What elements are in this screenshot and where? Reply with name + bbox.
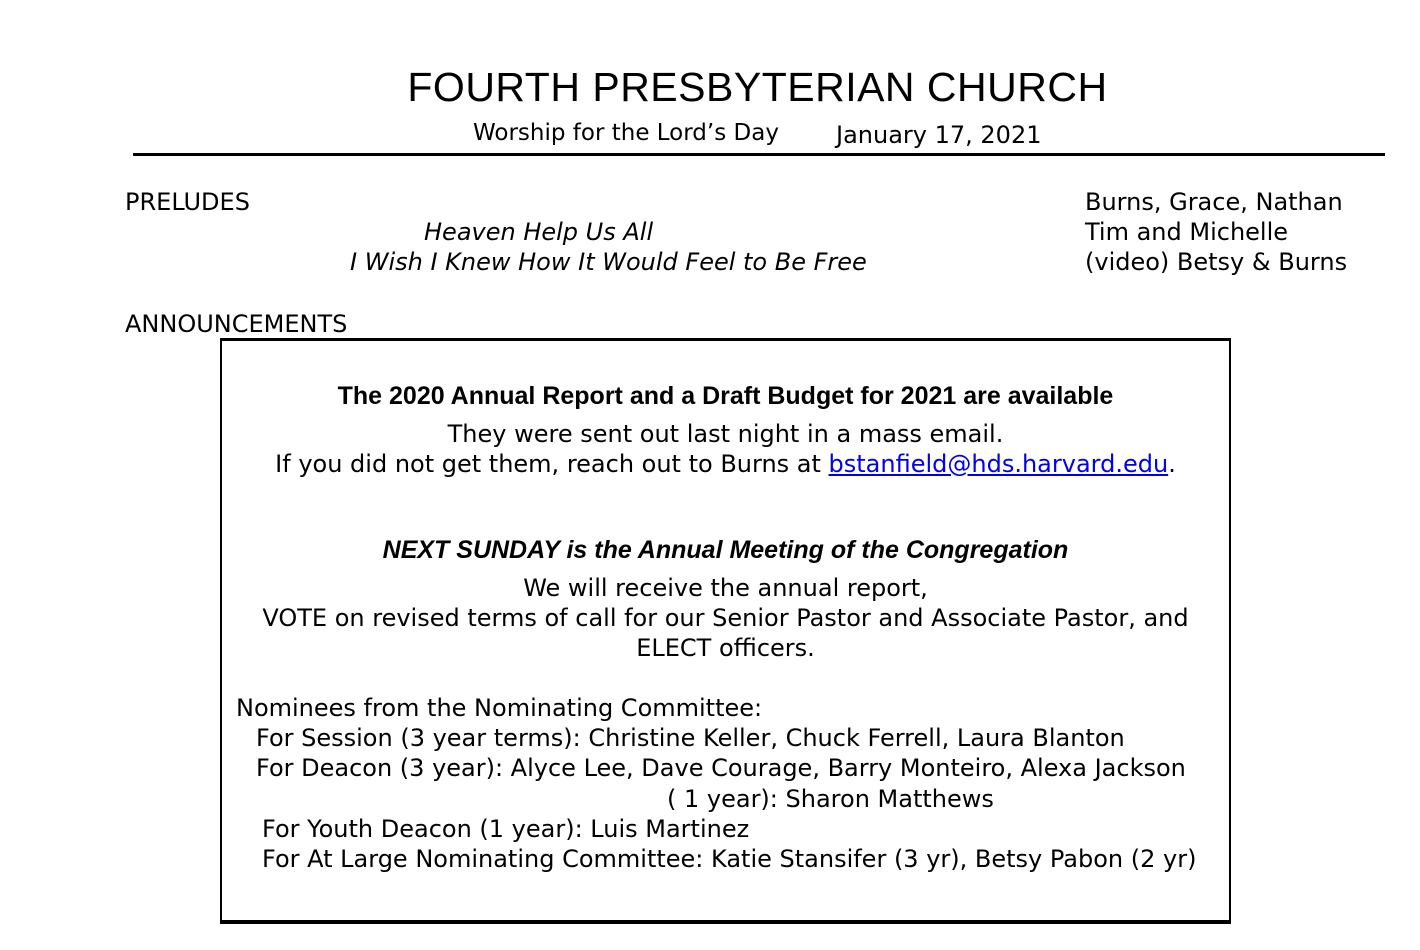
report-line-2-suffix: . <box>1168 450 1176 478</box>
prelude-piece-1: Heaven Help Us All <box>424 218 654 246</box>
service-date: January 17, 2021 <box>836 121 1042 149</box>
email-link[interactable]: bstanfield@hds.harvard.edu <box>828 450 1169 478</box>
announcements-box-underline <box>220 922 1231 924</box>
report-line-2 <box>222 450 1229 478</box>
nominees-youth-deacon: For Youth Deacon (1 year): Luis Martinez <box>262 815 750 843</box>
meeting-heading: NEXT SUNDAY is the Annual Meeting of the Congregation <box>382 536 1069 564</box>
report-line-2-prefix: If you did not get them, reach out to Burns at <box>275 450 829 478</box>
prelude-piece-2: I Wish I Knew How It Would Feel to Be Free <box>350 248 867 276</box>
announcements-label: ANNOUNCEMENTS <box>125 310 348 338</box>
nominees-intro: Nominees from the Nominating Committee: <box>236 694 763 722</box>
prelude-performer-2: Tim and Michelle <box>1085 218 1289 246</box>
prelude-performer-1: Burns, Grace, Nathan <box>1085 188 1343 216</box>
header-divider <box>133 153 1385 156</box>
nominees-deacon: For Deacon (3 year): Alyce Lee, Dave Courage, Barry Monteiro, Alexa Jackson <box>256 754 1186 782</box>
meeting-line-3: ELECT officers. <box>636 634 815 662</box>
meeting-line-2: VOTE on revised terms of call for our Senior Pastor and Associate Pastor, and <box>262 604 1189 632</box>
preludes-label: PRELUDES <box>125 188 250 216</box>
prelude-performer-3: (video) Betsy & Burns <box>1085 248 1348 276</box>
nominees-deacon-one-year: ( 1 year): Sharon Matthews <box>667 785 994 813</box>
nominees-session: For Session (3 year terms): Christine Keller, Chuck Ferrell, Laura Blanton <box>256 724 1125 752</box>
report-heading: The 2020 Annual Report and a Draft Budget for 2021 are available <box>337 382 1114 410</box>
church-title: FOURTH PRESBYTERIAN CHURCH <box>407 64 1108 110</box>
service-subtitle: Worship for the Lord’s Day <box>473 120 779 146</box>
nominees-at-large: For At Large Nominating Committee: Katie Stansifer (3 yr), Betsy Pabon (2 yr) <box>262 845 1197 873</box>
meeting-line-1: We will receive the annual report, <box>523 574 928 602</box>
report-line-1: They were sent out last night in a mass email. <box>447 420 1004 448</box>
